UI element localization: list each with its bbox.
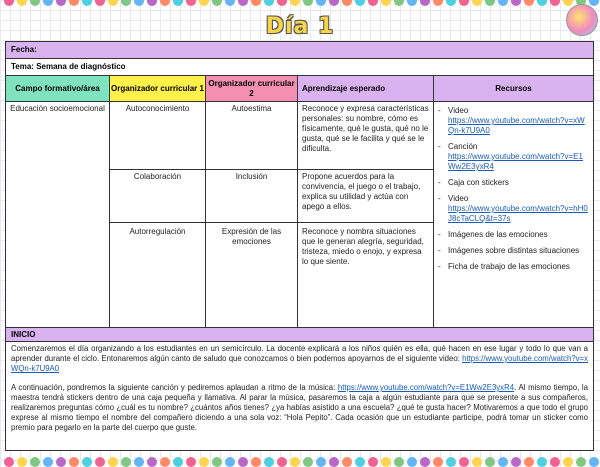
recurso-item: - Canción https://www.youtube.com/watch?v=E1Ww2E3yxR4 bbox=[438, 142, 583, 171]
date-row bbox=[6, 42, 593, 59]
decorative-dot bbox=[69, 0, 79, 6]
decorative-dot bbox=[394, 0, 404, 6]
decorative-dot bbox=[459, 0, 469, 6]
row-1-aprendizaje: Reconoce y expresa características personales: su nombre, cómo es físicamente, qué le gusta, qué no le gusta, qué se le facilita y qué se le dificulta. bbox=[298, 102, 434, 170]
decorative-dot bbox=[472, 0, 482, 6]
decorative-dot bbox=[160, 457, 170, 467]
decorative-dot bbox=[472, 457, 482, 467]
decorative-dot bbox=[563, 0, 573, 6]
decorative-dot bbox=[303, 0, 313, 6]
decorative-dot bbox=[43, 457, 53, 467]
decorative-dot bbox=[524, 0, 534, 6]
decorative-dot bbox=[342, 457, 352, 467]
campo-cell bbox=[6, 102, 110, 328]
decorative-dot bbox=[485, 0, 495, 6]
decorative-dot bbox=[459, 457, 469, 467]
decorative-dot bbox=[199, 0, 209, 6]
inicio-paragraph-1: Comenzaremos el día organizando a los estudiantes en un semicírculo. La docente explicará a los niños quién es ella, qué hacen en ese lugar y todo lo que van a aprender durante el ciclo. Entonaremos algún canto de saludo que conozcamos o bien podemos apoyarnos de el siguiente video: https://www.youtube.com/watch?v=xWQn-k7U9A0 bbox=[11, 344, 589, 373]
row-2-org2: Inclusión bbox=[206, 170, 298, 223]
decorative-dot bbox=[173, 0, 183, 6]
decorative-dot bbox=[290, 0, 300, 6]
decorative-dot bbox=[368, 457, 378, 467]
decorative-dot bbox=[160, 0, 170, 6]
logo-icon bbox=[566, 4, 598, 36]
inicio-link-1[interactable]: https://www.youtube.com/watch?v=xWQn-k7U9A0 bbox=[11, 354, 589, 373]
decorative-dot bbox=[121, 0, 131, 6]
decorative-dot bbox=[56, 457, 66, 467]
decorative-dot bbox=[95, 457, 105, 467]
header-aprendizaje: Aprendizaje esperado bbox=[298, 76, 434, 102]
decorative-dot bbox=[212, 0, 222, 6]
decorative-dot bbox=[199, 457, 209, 467]
decorative-dot bbox=[238, 457, 248, 467]
decorative-dot bbox=[173, 457, 183, 467]
decorative-dot bbox=[238, 0, 248, 6]
decorative-dot bbox=[121, 457, 131, 467]
inicio-header bbox=[6, 328, 593, 342]
decorative-dot bbox=[394, 457, 404, 467]
decorative-dot bbox=[524, 457, 534, 467]
row-3-aprendizaje: Reconoce y nombra situaciones que le generan alegría, seguridad, tristeza, miedo o enojo, y expresa lo que siente. bbox=[298, 223, 434, 328]
decorative-dot bbox=[550, 0, 560, 6]
decorative-dot bbox=[186, 457, 196, 467]
decorative-dot bbox=[329, 457, 339, 467]
decorative-dot bbox=[264, 457, 274, 467]
decorative-dot bbox=[108, 457, 118, 467]
decorative-dot bbox=[225, 0, 235, 6]
decorative-dot bbox=[433, 0, 443, 6]
decorative-dot bbox=[368, 0, 378, 6]
date-label: Fecha: bbox=[11, 45, 37, 54]
recurso-link[interactable]: https://www.youtube.com/watch?v=hH0J8cTaCLQ&t=37s bbox=[448, 204, 588, 223]
decorative-dot bbox=[407, 457, 417, 467]
decorative-dot bbox=[277, 0, 287, 6]
decorative-dot bbox=[355, 0, 365, 6]
decorative-dot bbox=[342, 0, 352, 6]
decorative-dot bbox=[134, 457, 144, 467]
decorative-dot bbox=[407, 0, 417, 6]
decorative-dot bbox=[147, 0, 157, 6]
decorative-dot bbox=[225, 457, 235, 467]
row-1-org1: Autoconocimiento bbox=[110, 102, 206, 170]
campo-value: Educación socioemocional bbox=[10, 104, 105, 113]
decorative-dot bbox=[82, 0, 92, 6]
decorative-dot bbox=[316, 457, 326, 467]
decorative-dot bbox=[589, 457, 599, 467]
decorative-dot bbox=[251, 457, 261, 467]
decorative-dot bbox=[69, 457, 79, 467]
decorative-dot bbox=[30, 457, 40, 467]
decorative-dot bbox=[290, 457, 300, 467]
row-3-org1: Autorregulación bbox=[110, 223, 206, 328]
decorative-dot bbox=[4, 457, 14, 467]
decorative-dot bbox=[303, 457, 313, 467]
recurso-link[interactable]: https://www.youtube.com/watch?v=xWQn-k7U9A0 bbox=[448, 116, 585, 135]
recursos-list bbox=[434, 102, 593, 328]
decorative-dot bbox=[147, 457, 157, 467]
decorative-dot bbox=[537, 457, 547, 467]
header-campo: Campo formativo/área bbox=[6, 76, 110, 102]
decorative-dot bbox=[381, 457, 391, 467]
decorative-dot bbox=[17, 0, 27, 6]
decorative-dot bbox=[30, 0, 40, 6]
decorative-dot bbox=[576, 457, 586, 467]
decorative-dot bbox=[511, 0, 521, 6]
decorative-dot bbox=[446, 0, 456, 6]
row-3-org2: Expresión de las emociones bbox=[206, 223, 298, 328]
decorative-dot bbox=[498, 0, 508, 6]
recurso-item: - Imágenes sobre distintas situaciones bbox=[438, 246, 580, 255]
decorative-dot bbox=[277, 457, 287, 467]
decorative-dot bbox=[316, 0, 326, 6]
decorative-dot bbox=[186, 0, 196, 6]
row-1-org2: Autoestima bbox=[206, 102, 298, 170]
decorative-dot bbox=[43, 0, 53, 6]
decorative-dot bbox=[17, 457, 27, 467]
decorative-dot bbox=[537, 0, 547, 6]
recurso-item: - Caja con stickers bbox=[438, 178, 509, 187]
decorative-dot bbox=[355, 457, 365, 467]
decorative-dot bbox=[433, 457, 443, 467]
decorative-dot bbox=[82, 457, 92, 467]
decorative-dot bbox=[95, 0, 105, 6]
decorative-dot bbox=[134, 0, 144, 6]
row-2-org1: Colaboración bbox=[110, 170, 206, 223]
decorative-dot bbox=[498, 457, 508, 467]
lesson-plan-sheet bbox=[5, 41, 594, 451]
bottom-dot-border bbox=[0, 455, 600, 467]
decorative-dot bbox=[511, 457, 521, 467]
top-dot-border bbox=[0, 0, 600, 8]
decorative-dot bbox=[56, 0, 66, 6]
recurso-link[interactable]: https://www.youtube.com/watch?v=E1Ww2E3yxR4 bbox=[448, 152, 583, 171]
inicio-label: INICIO bbox=[11, 330, 36, 339]
page-title: Día 1 bbox=[265, 14, 335, 39]
decorative-dot bbox=[329, 0, 339, 6]
header-organizador-2: Organizador curricular 2 bbox=[206, 76, 298, 102]
decorative-dot bbox=[420, 457, 430, 467]
decorative-dot bbox=[446, 457, 456, 467]
decorative-dot bbox=[563, 457, 573, 467]
decorative-dot bbox=[251, 0, 261, 6]
topic-label: Tema: Semana de diagnóstico bbox=[11, 62, 126, 71]
row-2-aprendizaje: Propone acuerdos para la convivencia, el juego o el trabajo, explica su utilidad y actúa con apego a ellos. bbox=[298, 170, 434, 223]
decorative-dot bbox=[381, 0, 391, 6]
recurso-item: - Video https://www.youtube.com/watch?v=xWQn-k7U9A0 bbox=[438, 106, 585, 135]
topic-row bbox=[6, 59, 593, 76]
decorative-dot bbox=[589, 0, 599, 6]
decorative-dot bbox=[485, 457, 495, 467]
recurso-item: - Ficha de trabajo de las emociones bbox=[438, 262, 570, 271]
inicio-link-2[interactable]: https://www.youtube.com/watch?v=E1Ww2E3yxR4 bbox=[337, 383, 515, 392]
decorative-dot bbox=[108, 0, 118, 6]
decorative-dot bbox=[264, 0, 274, 6]
inicio-paragraph-2: A continuación, pondremos la siguiente canción y pediremos aplaudan a ritmo de la música: https://www.youtube.com/watch?v=E1Ww2E3yxR4. Al mismo tiempo, la maestra tendrá stickers dentro de una caja pequeña y llamativa. Al parar la música, pasaremos la caja a algún estudiante para que se presente a sus compañeros, realizaremos preguntas cómo ¿cuál es tu nombre? ¿cuántos años tienes? ¿ya habías asistido a una escuela? ¿qué te gusta hacer? Motivaremos a que todo el grupo exprese al mismo tiempo el nombre del compañero diciendo a una sola voz: “Hola Pepito”. Cada ocasión que un estudiante participe, podrá tomar un sticker como premio para pegarlo en la parte del cuerpo que guste. bbox=[11, 383, 588, 432]
decorative-dot bbox=[550, 457, 560, 467]
decorative-dot bbox=[212, 457, 222, 467]
decorative-dot bbox=[420, 0, 430, 6]
decorative-dot bbox=[4, 0, 14, 6]
header-organizador-1: Organizador curricular 1 bbox=[110, 76, 206, 102]
recurso-item: - Video https://www.youtube.com/watch?v=hH0J8cTaCLQ&t=37s bbox=[438, 194, 588, 223]
recurso-item: - Imágenes de las emociones bbox=[438, 230, 548, 239]
header-recursos: Recursos bbox=[434, 76, 593, 102]
